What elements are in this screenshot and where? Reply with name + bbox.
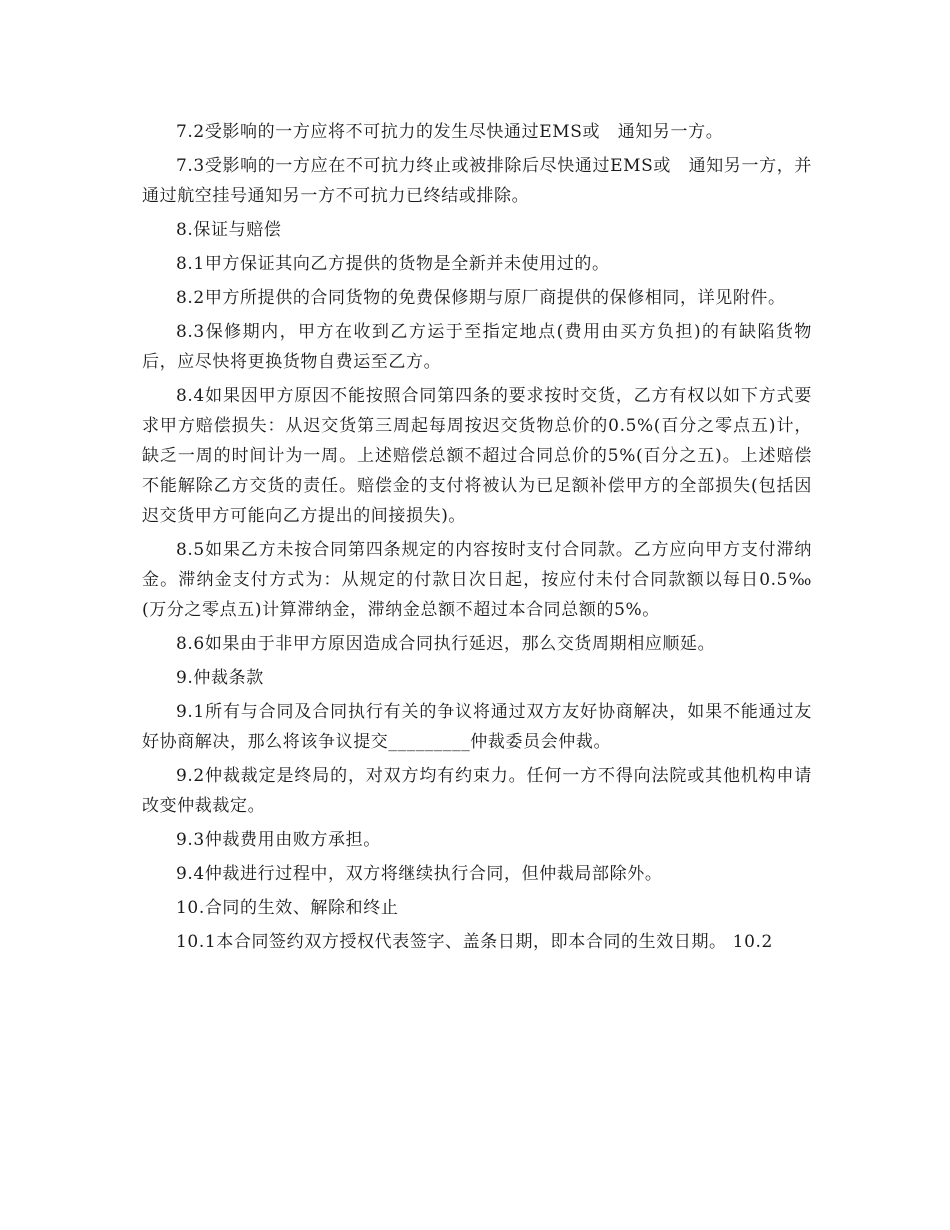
section-heading-8: 8.保证与赔偿 (176, 220, 282, 240)
clause-9-2: 9.2仲裁裁定是终局的，对双方均有约束力。任何一方不得向法院或其他机构申请改变仲裁裁定。 (142, 766, 812, 816)
clause-10-1: 10.1本合同签约双方授权代表签字、盖条日期，即本合同的生效日期。 10.2 (176, 932, 773, 952)
section-heading-10: 10.合同的生效、解除和终止 (176, 898, 399, 918)
clause-7-2: 7.2受影响的一方应将不可抗力的发生尽快通过EMS或 通知另一方。 (176, 122, 724, 142)
section-heading-9: 9.仲裁条款 (176, 668, 264, 688)
clause-9-4: 9.4仲裁进行过程中，双方将继续执行合同，但仲裁局部除外。 (176, 864, 663, 884)
document-body (142, 117, 812, 961)
clause-7-3: 7.3受影响的一方应在不可抗力终止或被排除后尽快通过EMS或 通知另一方，并通过航空挂号通知另一方不可抗力已终结或排除。 (142, 156, 812, 206)
clause-8-2: 8.2甲方所提供的合同货物的免费保修期与原厂商提供的保修相同，详见附件。 (176, 288, 786, 308)
clause-9-3: 9.3仲裁费用由败方承担。 (176, 830, 381, 850)
clause-8-5: 8.5如果乙方未按合同第四条规定的内容按时支付合同款。乙方应向甲方支付滞纳金。滞纳金支付方式为：从规定的付款日次日起，按应付未付合同款额以每日0.5‰(万分之零点五)计算滞纳金，滞纳金总额不超过本合同总额的5%。 (142, 540, 812, 620)
clause-9-1: 9.1所有与合同及合同执行有关的争议将通过双方友好协商解决，如果不能通过友好协商解决，那么将该争议提交_________仲裁委员会仲裁。 (142, 702, 812, 752)
clause-8-1: 8.1甲方保证其向乙方提供的货物是全新并未使用过的。 (176, 254, 610, 274)
clause-8-3: 8.3保修期内，甲方在收到乙方运于至指定地点(费用由买方负担)的有缺陷货物后，应尽快将更换货物自费运至乙方。 (142, 322, 812, 372)
clause-8-4: 8.4如果因甲方原因不能按照合同第四条的要求按时交货，乙方有权以如下方式要求甲方赔偿损失：从迟交货第三周起每周按迟交货物总价的0.5%(百分之零点五)计，缺乏一周的时间计为一周。上述赔偿总额不超过合同总价的5%(百分之五)。上述赔偿不能解除乙方交货的责任。赔偿金的支付将被认为已足额补偿甲方的全部损失(包括因迟交货甲方可能向乙方提出的间接损失)。 (142, 386, 812, 526)
clause-8-6: 8.6如果由于非甲方原因造成合同执行延迟，那么交货周期相应顺延。 (176, 634, 716, 654)
